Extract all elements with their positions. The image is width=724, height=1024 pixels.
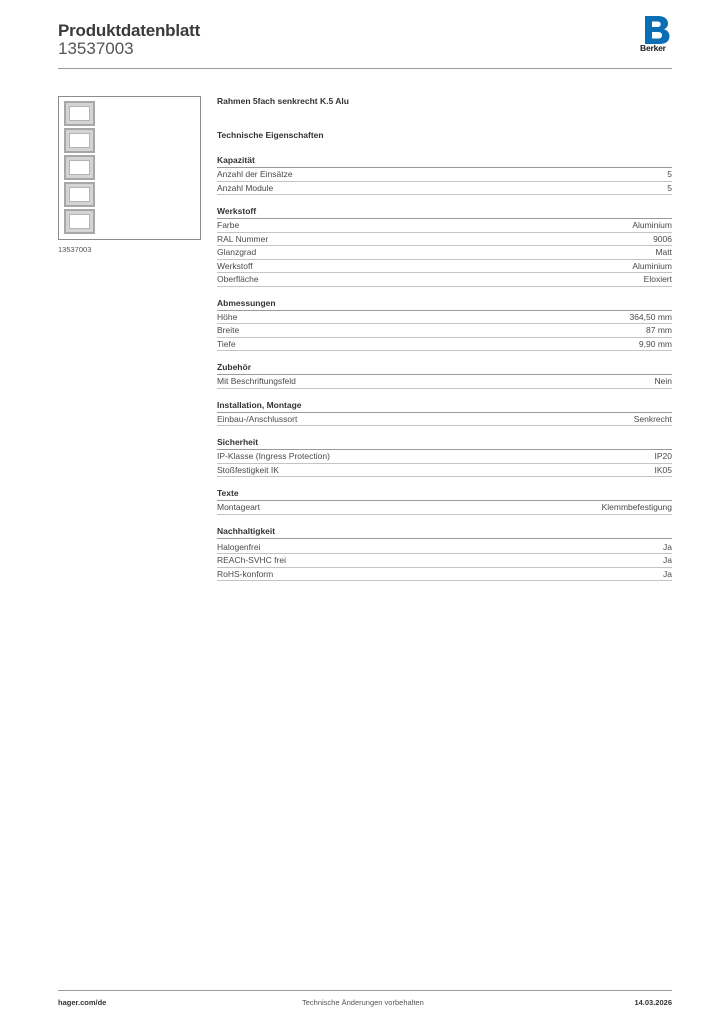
footer-divider — [58, 990, 672, 991]
spec-row — [217, 464, 672, 478]
spec-value: Klemmbefestigung — [601, 502, 672, 512]
footer-notice: Technische Änderungen vorbehalten — [302, 998, 424, 1007]
spec-row — [217, 541, 672, 555]
frame-cell — [64, 182, 95, 207]
spec-row — [217, 311, 672, 325]
spec-label: RAL Nummer — [217, 233, 269, 244]
spec-row — [217, 450, 672, 464]
header-divider — [58, 68, 672, 69]
logo-wordmark: Berker — [640, 43, 666, 53]
spec-value: Matt — [655, 247, 672, 257]
spec-label: Breite — [217, 325, 240, 335]
spec-row — [217, 273, 672, 287]
frame-cell — [64, 209, 95, 234]
spec-label: Anzahl der Einsätze — [217, 169, 293, 179]
frame-cell — [64, 101, 95, 126]
berker-logo — [638, 16, 678, 56]
spec-value: Aluminium — [632, 220, 672, 230]
footer-website: hager.com/de — [58, 998, 107, 1007]
spec-label: Halogenfrei — [217, 541, 261, 552]
spec-value: 87 mm — [646, 325, 672, 335]
spec-row — [217, 260, 672, 274]
berker-b-icon — [642, 16, 672, 44]
section-title: Sicherheit — [217, 436, 672, 450]
spec-section — [217, 487, 672, 515]
spec-row — [217, 168, 672, 182]
frame-cell — [64, 155, 95, 180]
spec-section — [217, 297, 672, 352]
spec-label: Anzahl Module — [217, 182, 274, 193]
spec-label: Einbau-/Anschlussort — [217, 413, 298, 424]
spec-row — [217, 375, 672, 389]
footer-date: 14.03.2026 — [634, 998, 672, 1007]
section-title: Kapazität — [217, 154, 672, 168]
spec-value: Ja — [663, 541, 672, 552]
section-title: Abmessungen — [217, 297, 672, 311]
spec-value: Ja — [663, 568, 672, 579]
spec-label: Höhe — [217, 311, 238, 322]
spec-row — [217, 182, 672, 196]
spec-row — [217, 324, 672, 338]
spec-value: Ja — [663, 555, 672, 565]
spec-row — [217, 501, 672, 515]
spec-label: Farbe — [217, 220, 240, 230]
spec-value: 364,50 mm — [629, 311, 672, 322]
spec-value: 5 — [667, 182, 672, 193]
spec-label: Tiefe — [217, 338, 236, 349]
spec-section — [217, 399, 672, 427]
section-title: Installation, Montage — [217, 399, 672, 413]
spec-label: Oberfläche — [217, 274, 259, 284]
spec-value: 5 — [667, 169, 672, 179]
spec-row — [217, 233, 672, 247]
spec-content — [217, 95, 672, 591]
spec-value: IK05 — [654, 464, 672, 475]
spec-value: Eloxiert — [643, 274, 672, 284]
spec-row — [217, 554, 672, 568]
section-title: Nachhaltigkeit — [217, 525, 672, 539]
article-number: 13537003 — [58, 39, 134, 58]
frame-illustration — [64, 101, 95, 235]
spec-row — [217, 413, 672, 427]
spec-row — [217, 219, 672, 233]
spec-section — [217, 154, 672, 195]
spec-label: REACh-SVHC frei — [217, 555, 286, 565]
spec-section — [217, 361, 672, 389]
spec-section — [217, 525, 672, 582]
image-caption: 13537003 — [58, 245, 92, 254]
spec-label: IP-Klasse (Ingress Protection) — [217, 451, 330, 461]
spec-row — [217, 246, 672, 260]
section-title: Zubehör — [217, 361, 672, 375]
spec-row — [217, 338, 672, 352]
spec-label: Stoßfestigkeit IK — [217, 464, 279, 475]
tech-properties-heading: Technische Eigenschaften — [217, 130, 324, 140]
frame-cell — [64, 128, 95, 153]
page-title: Produktdatenblatt — [58, 21, 201, 40]
spec-label: Mit Beschriftungsfeld — [217, 376, 296, 386]
section-title: Texte — [217, 487, 672, 501]
spec-label: Glanzgrad — [217, 247, 257, 257]
spec-label: Montageart — [217, 502, 260, 512]
product-name: Rahmen 5fach senkrecht K.5 Alu — [217, 96, 349, 106]
spec-value: Senkrecht — [633, 413, 672, 424]
spec-row — [217, 568, 672, 582]
spec-value: 9,90 mm — [638, 338, 672, 349]
spec-value: 9006 — [653, 233, 672, 244]
spec-label: Werkstoff — [217, 260, 253, 271]
section-title: Werkstoff — [217, 205, 672, 219]
spec-value: Nein — [654, 376, 672, 386]
spec-label: RoHS-konform — [217, 568, 274, 579]
spec-value: IP20 — [654, 451, 672, 461]
product-image — [58, 96, 201, 240]
spec-section — [217, 436, 672, 477]
spec-section — [217, 205, 672, 287]
spec-value: Aluminium — [632, 260, 672, 271]
spec-sections — [217, 154, 672, 581]
